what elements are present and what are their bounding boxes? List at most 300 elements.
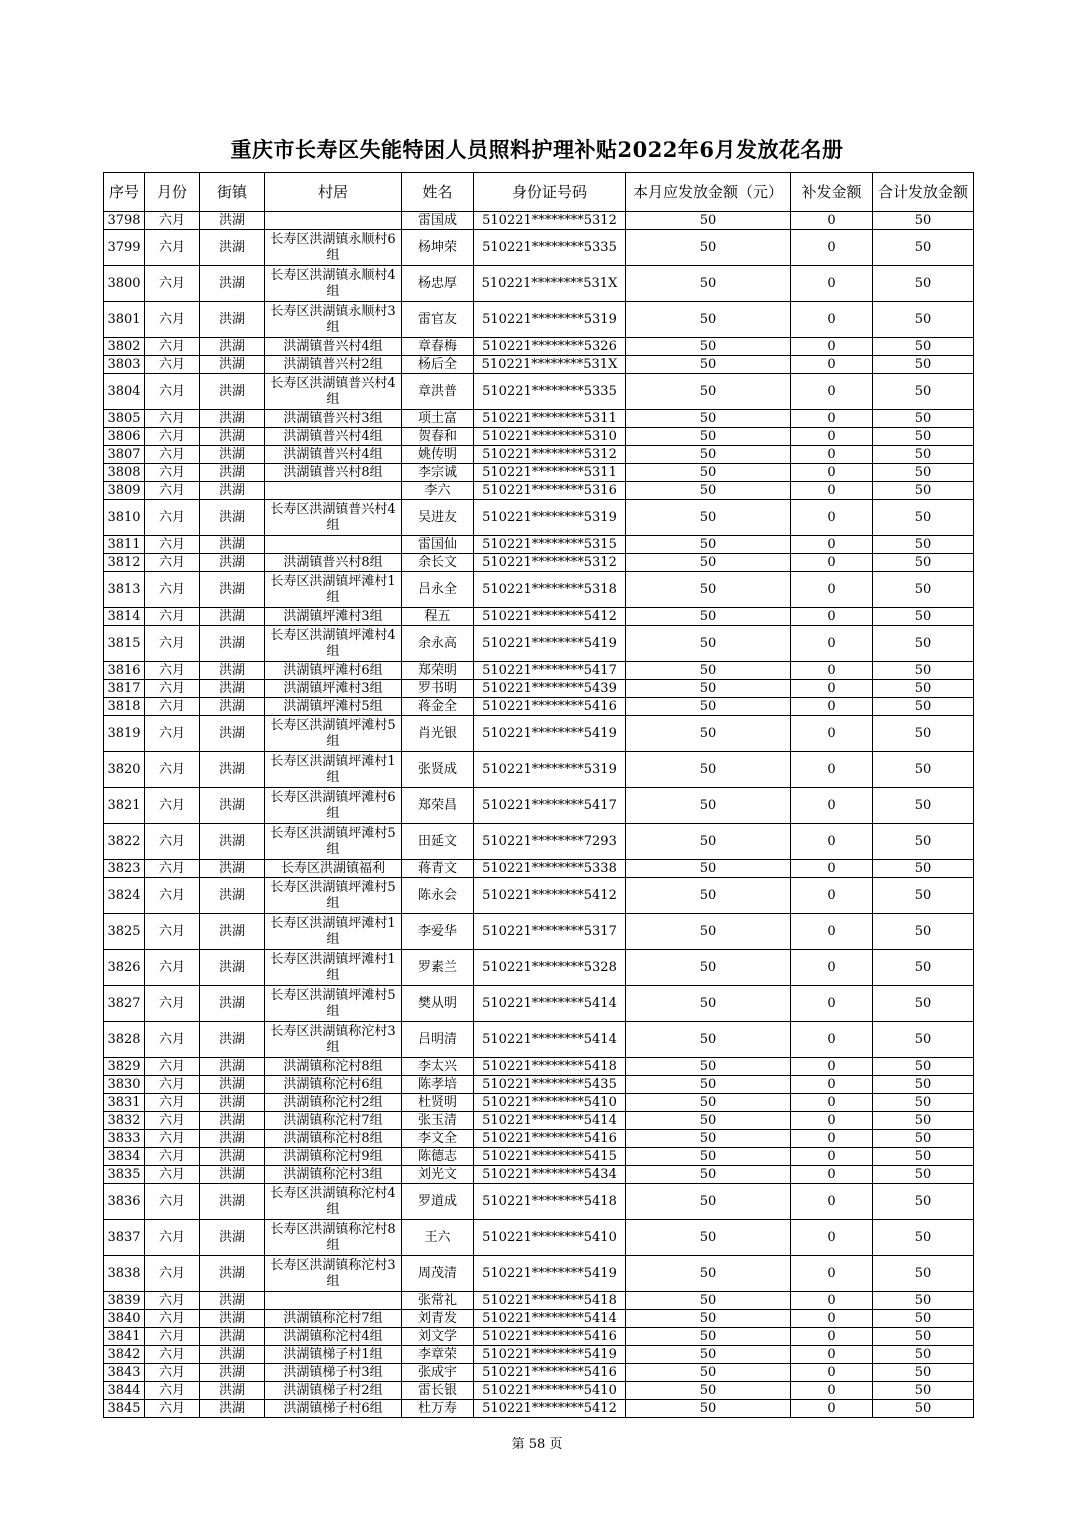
cell-total: 50 [873, 680, 974, 698]
cell-town: 洪湖 [200, 752, 265, 788]
cell-name: 项土富 [402, 410, 474, 428]
cell-amount: 50 [626, 1058, 791, 1076]
cell-month: 六月 [145, 500, 200, 536]
cell-extra: 0 [791, 662, 873, 680]
cell-name: 李文全 [402, 1130, 474, 1148]
cell-amount: 50 [626, 410, 791, 428]
cell-seq: 3799 [104, 230, 145, 266]
cell-name: 余永高 [402, 626, 474, 662]
cell-town: 洪湖 [200, 428, 265, 446]
cell-month: 六月 [145, 482, 200, 500]
cell-name: 张玉清 [402, 1112, 474, 1130]
cell-amount: 50 [626, 878, 791, 914]
cell-extra: 0 [791, 338, 873, 356]
cell-village: 长寿区洪湖镇称沱村3组 [265, 1022, 402, 1058]
cell-amount: 50 [626, 626, 791, 662]
cell-village: 长寿区洪湖镇称沱村8组 [265, 1220, 402, 1256]
cell-extra: 0 [791, 878, 873, 914]
cell-town: 洪湖 [200, 986, 265, 1022]
cell-town: 洪湖 [200, 410, 265, 428]
cell-total: 50 [873, 1382, 974, 1400]
table-row [104, 662, 974, 680]
header-name: 姓名 [402, 173, 474, 212]
document-title: 重庆市长寿区失能特困人员照料护理补贴2022年6月发放花名册 [230, 137, 844, 162]
cell-town: 洪湖 [200, 698, 265, 716]
cell-seq: 3818 [104, 698, 145, 716]
cell-id: 510221********5410 [474, 1220, 626, 1256]
cell-town: 洪湖 [200, 680, 265, 698]
cell-seq: 3833 [104, 1130, 145, 1148]
cell-town: 洪湖 [200, 914, 265, 950]
cell-seq: 3804 [104, 374, 145, 410]
cell-village: 长寿区洪湖镇永顺村4组 [265, 266, 402, 302]
cell-month: 六月 [145, 1364, 200, 1382]
cell-seq: 3842 [104, 1346, 145, 1364]
cell-name: 罗书明 [402, 680, 474, 698]
cell-seq: 3836 [104, 1184, 145, 1220]
cell-amount: 50 [626, 230, 791, 266]
cell-month: 六月 [145, 374, 200, 410]
cell-extra: 0 [791, 1220, 873, 1256]
cell-month: 六月 [145, 536, 200, 554]
cell-total: 50 [873, 986, 974, 1022]
cell-amount: 50 [626, 1022, 791, 1058]
cell-month: 六月 [145, 1400, 200, 1418]
cell-village: 洪湖镇称沱村7组 [265, 1112, 402, 1130]
cell-month: 六月 [145, 446, 200, 464]
cell-id: 510221********5419 [474, 1346, 626, 1364]
cell-village: 长寿区洪湖镇称沱村4组 [265, 1184, 402, 1220]
cell-village: 洪湖镇坪滩村6组 [265, 662, 402, 680]
cell-seq: 3827 [104, 986, 145, 1022]
cell-month: 六月 [145, 1076, 200, 1094]
cell-total: 50 [873, 1292, 974, 1310]
cell-village: 洪湖镇普兴村4组 [265, 338, 402, 356]
cell-extra: 0 [791, 1328, 873, 1346]
cell-total: 50 [873, 860, 974, 878]
cell-seq: 3810 [104, 500, 145, 536]
cell-total: 50 [873, 608, 974, 626]
cell-seq: 3824 [104, 878, 145, 914]
cell-amount: 50 [626, 608, 791, 626]
cell-month: 六月 [145, 626, 200, 662]
cell-village: 长寿区洪湖镇坪滩村5组 [265, 986, 402, 1022]
table-row [104, 1310, 974, 1328]
cell-id: 510221********5416 [474, 1328, 626, 1346]
cell-total: 50 [873, 1220, 974, 1256]
cell-amount: 50 [626, 860, 791, 878]
cell-village: 长寿区洪湖镇坪滩村4组 [265, 626, 402, 662]
header-village: 村居 [265, 173, 402, 212]
cell-month: 六月 [145, 230, 200, 266]
table-row [104, 230, 974, 266]
cell-amount: 50 [626, 446, 791, 464]
cell-name: 雷长银 [402, 1382, 474, 1400]
cell-town: 洪湖 [200, 1364, 265, 1382]
cell-month: 六月 [145, 1292, 200, 1310]
cell-total: 50 [873, 374, 974, 410]
cell-total: 50 [873, 356, 974, 374]
table-row [104, 338, 974, 356]
cell-name: 李六 [402, 482, 474, 500]
cell-extra: 0 [791, 950, 873, 986]
cell-total: 50 [873, 698, 974, 716]
cell-total: 50 [873, 554, 974, 572]
cell-amount: 50 [626, 374, 791, 410]
cell-extra: 0 [791, 572, 873, 608]
cell-seq: 3814 [104, 608, 145, 626]
cell-month: 六月 [145, 572, 200, 608]
cell-month: 六月 [145, 1166, 200, 1184]
cell-amount: 50 [626, 950, 791, 986]
cell-total: 50 [873, 950, 974, 986]
cell-month: 六月 [145, 1328, 200, 1346]
cell-extra: 0 [791, 1256, 873, 1292]
table-row [104, 1328, 974, 1346]
cell-total: 50 [873, 788, 974, 824]
cell-total: 50 [873, 230, 974, 266]
cell-total: 50 [873, 824, 974, 860]
cell-month: 六月 [145, 680, 200, 698]
cell-month: 六月 [145, 1022, 200, 1058]
cell-month: 六月 [145, 410, 200, 428]
cell-month: 六月 [145, 824, 200, 860]
cell-amount: 50 [626, 1148, 791, 1166]
cell-amount: 50 [626, 1328, 791, 1346]
cell-seq: 3798 [104, 212, 145, 230]
cell-amount: 50 [626, 1076, 791, 1094]
cell-village: 洪湖镇普兴村3组 [265, 410, 402, 428]
cell-village [265, 482, 402, 500]
cell-total: 50 [873, 572, 974, 608]
cell-town: 洪湖 [200, 950, 265, 986]
cell-extra: 0 [791, 1058, 873, 1076]
cell-month: 六月 [145, 752, 200, 788]
cell-town: 洪湖 [200, 500, 265, 536]
cell-seq: 3828 [104, 1022, 145, 1058]
cell-month: 六月 [145, 608, 200, 626]
cell-seq: 3843 [104, 1364, 145, 1382]
cell-extra: 0 [791, 1310, 873, 1328]
cell-village: 长寿区洪湖镇坪滩村1组 [265, 752, 402, 788]
cell-village: 长寿区洪湖镇坪滩村5组 [265, 878, 402, 914]
cell-month: 六月 [145, 716, 200, 752]
cell-village: 长寿区洪湖镇普兴村4组 [265, 500, 402, 536]
cell-seq: 3839 [104, 1292, 145, 1310]
cell-extra: 0 [791, 302, 873, 338]
cell-village [265, 212, 402, 230]
cell-id: 510221********5414 [474, 1112, 626, 1130]
cell-name: 张成宇 [402, 1364, 474, 1382]
cell-village: 长寿区洪湖镇坪滩村1组 [265, 950, 402, 986]
cell-total: 50 [873, 1166, 974, 1184]
cell-town: 洪湖 [200, 1058, 265, 1076]
cell-seq: 3807 [104, 446, 145, 464]
table-row [104, 1166, 974, 1184]
cell-town: 洪湖 [200, 302, 265, 338]
cell-village: 长寿区洪湖镇坪滩村1组 [265, 914, 402, 950]
cell-extra: 0 [791, 824, 873, 860]
cell-id: 510221********5319 [474, 752, 626, 788]
cell-seq: 3813 [104, 572, 145, 608]
cell-name: 雷国成 [402, 212, 474, 230]
table-row [104, 410, 974, 428]
cell-seq: 3809 [104, 482, 145, 500]
cell-month: 六月 [145, 1256, 200, 1292]
cell-seq: 3821 [104, 788, 145, 824]
cell-extra: 0 [791, 788, 873, 824]
table-row [104, 554, 974, 572]
cell-total: 50 [873, 1022, 974, 1058]
table-row [104, 824, 974, 860]
cell-village: 长寿区洪湖镇坪滩村5组 [265, 716, 402, 752]
header-month: 月份 [145, 173, 200, 212]
cell-amount: 50 [626, 986, 791, 1022]
table-row [104, 1148, 974, 1166]
cell-name: 杜万寿 [402, 1400, 474, 1418]
cell-amount: 50 [626, 752, 791, 788]
cell-id: 510221********5326 [474, 338, 626, 356]
cell-name: 吴进友 [402, 500, 474, 536]
cell-name: 蒋青文 [402, 860, 474, 878]
cell-id: 510221********5335 [474, 230, 626, 266]
cell-month: 六月 [145, 662, 200, 680]
table-row [104, 680, 974, 698]
table-row [104, 464, 974, 482]
cell-village: 长寿区洪湖镇永顺村6组 [265, 230, 402, 266]
cell-id: 510221********5435 [474, 1076, 626, 1094]
cell-amount: 50 [626, 212, 791, 230]
cell-amount: 50 [626, 1256, 791, 1292]
cell-month: 六月 [145, 950, 200, 986]
cell-name: 李爱华 [402, 914, 474, 950]
table-row [104, 626, 974, 662]
table-row [104, 1346, 974, 1364]
cell-total: 50 [873, 266, 974, 302]
cell-seq: 3816 [104, 662, 145, 680]
cell-extra: 0 [791, 1148, 873, 1166]
cell-town: 洪湖 [200, 1292, 265, 1310]
cell-seq: 3826 [104, 950, 145, 986]
cell-total: 50 [873, 1310, 974, 1328]
cell-seq: 3829 [104, 1058, 145, 1076]
cell-village: 洪湖镇梯子村1组 [265, 1346, 402, 1364]
table-row [104, 716, 974, 752]
cell-month: 六月 [145, 1130, 200, 1148]
table-row [104, 1400, 974, 1418]
cell-name: 贺春和 [402, 428, 474, 446]
cell-id: 510221********5416 [474, 1130, 626, 1148]
cell-name: 刘青发 [402, 1310, 474, 1328]
cell-id: 510221********5312 [474, 554, 626, 572]
cell-village: 洪湖镇称沱村7组 [265, 1310, 402, 1328]
cell-town: 洪湖 [200, 860, 265, 878]
cell-total: 50 [873, 878, 974, 914]
cell-seq: 3805 [104, 410, 145, 428]
cell-amount: 50 [626, 1292, 791, 1310]
cell-total: 50 [873, 302, 974, 338]
cell-total: 50 [873, 626, 974, 662]
cell-village: 洪湖镇普兴村4组 [265, 446, 402, 464]
cell-id: 510221********5416 [474, 1364, 626, 1382]
table-row [104, 1364, 974, 1382]
cell-village: 洪湖镇称沱村8组 [265, 1058, 402, 1076]
cell-id: 510221********5414 [474, 1022, 626, 1058]
cell-amount: 50 [626, 1346, 791, 1364]
cell-town: 洪湖 [200, 1310, 265, 1328]
cell-id: 510221********5338 [474, 860, 626, 878]
cell-seq: 3808 [104, 464, 145, 482]
cell-village: 洪湖镇称沱村9组 [265, 1148, 402, 1166]
cell-month: 六月 [145, 1310, 200, 1328]
cell-amount: 50 [626, 356, 791, 374]
cell-extra: 0 [791, 554, 873, 572]
cell-village: 洪湖镇称沱村3组 [265, 1166, 402, 1184]
cell-month: 六月 [145, 302, 200, 338]
cell-town: 洪湖 [200, 1166, 265, 1184]
cell-total: 50 [873, 752, 974, 788]
cell-name: 李宗诚 [402, 464, 474, 482]
cell-id: 510221********5417 [474, 788, 626, 824]
cell-total: 50 [873, 716, 974, 752]
cell-village: 长寿区洪湖镇坪滩村1组 [265, 572, 402, 608]
cell-id: 510221********5419 [474, 1256, 626, 1292]
cell-amount: 50 [626, 464, 791, 482]
cell-amount: 50 [626, 824, 791, 860]
cell-town: 洪湖 [200, 1022, 265, 1058]
cell-extra: 0 [791, 698, 873, 716]
cell-month: 六月 [145, 356, 200, 374]
cell-village: 长寿区洪湖镇称沱村3组 [265, 1256, 402, 1292]
cell-id: 510221********5414 [474, 1310, 626, 1328]
cell-extra: 0 [791, 212, 873, 230]
cell-total: 50 [873, 410, 974, 428]
cell-town: 洪湖 [200, 878, 265, 914]
cell-total: 50 [873, 1400, 974, 1418]
cell-extra: 0 [791, 356, 873, 374]
cell-seq: 3834 [104, 1148, 145, 1166]
table-row [104, 1220, 974, 1256]
cell-town: 洪湖 [200, 536, 265, 554]
cell-extra: 0 [791, 986, 873, 1022]
cell-total: 50 [873, 1364, 974, 1382]
cell-extra: 0 [791, 1094, 873, 1112]
table-row [104, 1112, 974, 1130]
cell-extra: 0 [791, 1130, 873, 1148]
cell-name: 雷国仙 [402, 536, 474, 554]
cell-month: 六月 [145, 266, 200, 302]
table-row [104, 500, 974, 536]
cell-amount: 50 [626, 1310, 791, 1328]
cell-name: 周茂清 [402, 1256, 474, 1292]
cell-village: 洪湖镇普兴村4组 [265, 428, 402, 446]
cell-extra: 0 [791, 1076, 873, 1094]
cell-seq: 3840 [104, 1310, 145, 1328]
cell-extra: 0 [791, 464, 873, 482]
cell-total: 50 [873, 428, 974, 446]
cell-amount: 50 [626, 500, 791, 536]
cell-seq: 3844 [104, 1382, 145, 1400]
table-row [104, 1184, 974, 1220]
cell-seq: 3800 [104, 266, 145, 302]
cell-total: 50 [873, 500, 974, 536]
cell-seq: 3811 [104, 536, 145, 554]
cell-town: 洪湖 [200, 1400, 265, 1418]
cell-extra: 0 [791, 626, 873, 662]
header-town: 街镇 [200, 173, 265, 212]
cell-total: 50 [873, 1058, 974, 1076]
cell-extra: 0 [791, 374, 873, 410]
cell-month: 六月 [145, 212, 200, 230]
roster-table [103, 172, 974, 1418]
cell-id: 510221********5311 [474, 464, 626, 482]
cell-id: 510221********5412 [474, 1400, 626, 1418]
cell-name: 罗道成 [402, 1184, 474, 1220]
cell-id: 510221********5418 [474, 1184, 626, 1220]
cell-name: 田延文 [402, 824, 474, 860]
cell-town: 洪湖 [200, 266, 265, 302]
cell-town: 洪湖 [200, 788, 265, 824]
cell-town: 洪湖 [200, 716, 265, 752]
cell-village: 洪湖镇普兴村2组 [265, 356, 402, 374]
cell-id: 510221********5312 [474, 212, 626, 230]
cell-month: 六月 [145, 878, 200, 914]
cell-month: 六月 [145, 698, 200, 716]
cell-amount: 50 [626, 1166, 791, 1184]
table-row [104, 302, 974, 338]
table-row [104, 1058, 974, 1076]
cell-town: 洪湖 [200, 1094, 265, 1112]
cell-name: 杨坤荣 [402, 230, 474, 266]
cell-id: 510221********5312 [474, 446, 626, 464]
cell-seq: 3822 [104, 824, 145, 860]
cell-extra: 0 [791, 1022, 873, 1058]
cell-id: 510221********5335 [474, 374, 626, 410]
cell-extra: 0 [791, 680, 873, 698]
cell-town: 洪湖 [200, 572, 265, 608]
cell-total: 50 [873, 338, 974, 356]
cell-id: 510221********5419 [474, 626, 626, 662]
cell-id: 510221********5412 [474, 608, 626, 626]
cell-village: 洪湖镇称沱村6组 [265, 1076, 402, 1094]
cell-town: 洪湖 [200, 1346, 265, 1364]
cell-village: 洪湖镇坪滩村5组 [265, 698, 402, 716]
cell-month: 六月 [145, 554, 200, 572]
cell-extra: 0 [791, 500, 873, 536]
cell-seq: 3845 [104, 1400, 145, 1418]
cell-town: 洪湖 [200, 338, 265, 356]
cell-village: 洪湖镇梯子村3组 [265, 1364, 402, 1382]
cell-town: 洪湖 [200, 1184, 265, 1220]
cell-seq: 3815 [104, 626, 145, 662]
cell-amount: 50 [626, 1400, 791, 1418]
cell-id: 510221********531X [474, 356, 626, 374]
cell-month: 六月 [145, 914, 200, 950]
cell-village: 长寿区洪湖镇福利 [265, 860, 402, 878]
cell-town: 洪湖 [200, 482, 265, 500]
cell-month: 六月 [145, 1148, 200, 1166]
cell-extra: 0 [791, 752, 873, 788]
cell-town: 洪湖 [200, 662, 265, 680]
cell-town: 洪湖 [200, 1148, 265, 1166]
cell-name: 余长文 [402, 554, 474, 572]
cell-month: 六月 [145, 1112, 200, 1130]
cell-extra: 0 [791, 1346, 873, 1364]
cell-seq: 3802 [104, 338, 145, 356]
cell-extra: 0 [791, 1166, 873, 1184]
cell-total: 50 [873, 1184, 974, 1220]
table-row [104, 428, 974, 446]
